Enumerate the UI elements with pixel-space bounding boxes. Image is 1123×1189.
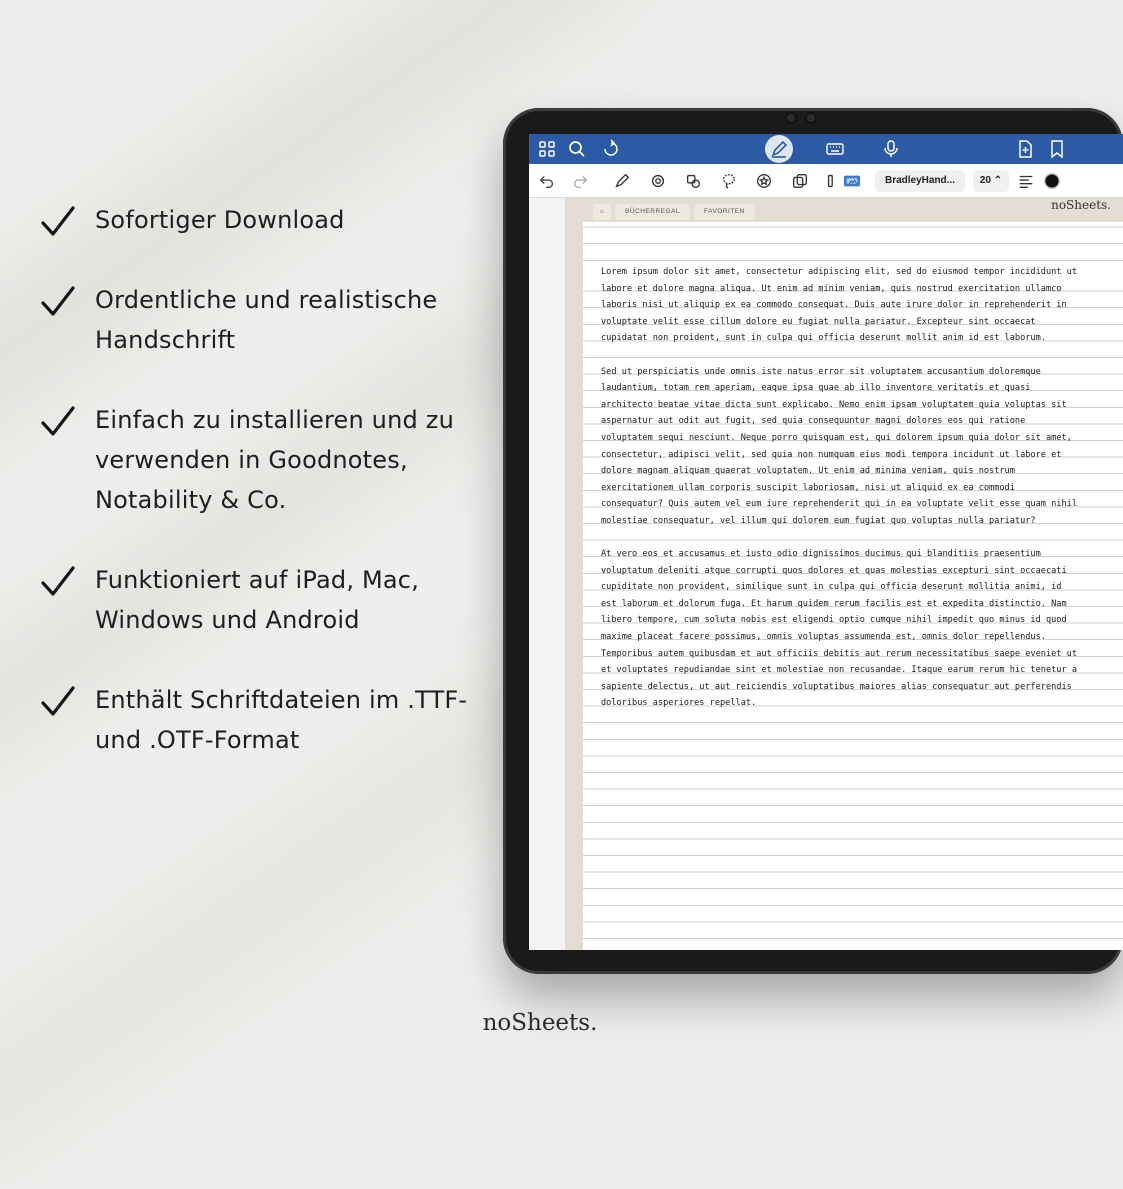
font-size-value: 20 bbox=[979, 175, 991, 186]
home-icon: ⌂ bbox=[599, 208, 605, 215]
camera-icon bbox=[805, 112, 817, 124]
tab-favoriten[interactable]: FAVORITEN bbox=[694, 204, 755, 220]
feature-text: Sofortiger Download bbox=[95, 206, 345, 234]
color-picker-icon[interactable] bbox=[1043, 172, 1061, 190]
grid-icon[interactable] bbox=[537, 139, 557, 159]
handwritten-paragraph: Lorem ipsum dolor sit amet, consectetur adipiscing elit, sed do eiusmod tempor incididunt ut labore et dolore magna aliqua. Ut enim ad minim veniam, quis nostrud exercitation ullamco laboris nisi ut aliquip ex ea commodo consequat. Duis aute irure dolor in reprehenderit in voluptate velit esse cillum dolore eu fugiat nulla pariatur. Excepteur sint occaecat cupidatat non proident, sunt in culpa qui officia deserunt mollit anim id est laborum. bbox=[601, 267, 1077, 344]
feature-item bbox=[40, 400, 470, 520]
checkmark-icon bbox=[40, 564, 76, 600]
microphone-icon[interactable] bbox=[881, 139, 901, 159]
tablet-screen bbox=[529, 134, 1123, 950]
camera-icon bbox=[785, 112, 797, 124]
app-top-bar bbox=[529, 134, 1123, 164]
lasso-icon[interactable] bbox=[720, 172, 738, 190]
font-name-selector[interactable]: BradleyHand... bbox=[875, 170, 965, 192]
tablet-device bbox=[503, 108, 1123, 974]
bookmark-icon[interactable] bbox=[1047, 139, 1067, 159]
drawing-toolbar bbox=[529, 164, 1123, 198]
left-sidebar bbox=[529, 198, 565, 950]
feature-item bbox=[40, 560, 470, 640]
home-tab[interactable] bbox=[593, 204, 611, 220]
handwritten-paragraph: At vero eos et accusamus et iusto odio dignissimos ducimus qui blanditiis praesentium voluptatum deleniti atque corrupti quos dolores et quas molestias excepturi sint occaecati cupiditate non provident, similique sunt in culpa qui officia deserunt mollitia animi, id est laborum et dolorum fuga. Et harum quidem rerum facilis est et expedita distinctio. Nam libero tempore, cum soluta nobis est eligendi optio cumque nihil impedit quo minus id quod maxime placeat facere possimus, omnis voluptas assumenda est, omnis dolor repellendus. Temporibus autem quibusdam et aut officiis debitis aut rerum necessitatibus saepe eveniet ut et voluptates repudiandae sint et molestiae non recusandae. Itaque earum rerum hic tenetur a sapiente delectus, ut aut reiciendis voluptatibus maiores alias consequatur aut perferendis doloribus asperiores repellat. bbox=[601, 549, 1077, 709]
shapes-icon[interactable] bbox=[791, 172, 809, 190]
feature-text: Funktioniert auf iPad, Mac, Windows und Android bbox=[95, 566, 420, 634]
brand-logo: noSheets. bbox=[482, 1010, 598, 1036]
pencil-icon[interactable] bbox=[613, 172, 631, 190]
undo-icon[interactable] bbox=[538, 172, 556, 190]
handwritten-paragraph: Sed ut perspiciatis unde omnis iste natus error sit voluptatem accusantium doloremque laudantium, totam rem aperiam, eaque ipsa quae ab illo inventore veritatis et quasi architecto beatae vitae dicta sunt explicabo. Nemo enim ipsam voluptatem quia voluptas sit aspernatur aut odit aut fugit, sed quia consequuntur magni dolores eos qui ratione voluptatem sequi nesciunt. Neque porro quisquam est, qui dolorem ipsum quia dolor sit amet, consectetur, adipisci velit, sed quia non numquam eius modi tempora incidunt ut labore et dolore magnam aliquam quaerat voluptatem. Ut enim ad minima veniam, quis nostrum exercitationem ullam corporis suscipit laboriosam, nisi ut aliquid ex ea commodi consequatur? Quis autem vel eum iure reprehenderit qui in ea voluptate velit esse quam nihil molestiae consequatur, vel illum qui dolorem eum fugiat quo voluptas nulla pariatur? bbox=[601, 366, 1077, 526]
font-size-stepper[interactable] bbox=[973, 170, 1009, 192]
checkmark-icon bbox=[40, 404, 76, 440]
sticker-icon[interactable] bbox=[755, 172, 773, 190]
feature-item bbox=[40, 200, 470, 240]
feature-item bbox=[40, 280, 470, 360]
text-tool-icon[interactable] bbox=[843, 172, 861, 190]
notebook-tabs bbox=[593, 204, 755, 220]
feature-text: Enthält Schriftdateien im .TTF- und .OTF-Format bbox=[95, 686, 468, 754]
image-icon[interactable] bbox=[825, 172, 843, 190]
checkmark-icon bbox=[40, 204, 76, 240]
feature-text: Einfach zu installieren und zu verwenden in Goodnotes, Notability & Co. bbox=[95, 406, 454, 514]
pen-icon[interactable] bbox=[769, 139, 789, 159]
highlighter-icon[interactable] bbox=[684, 172, 702, 190]
planner-brand-logo: noSheets. bbox=[1051, 198, 1111, 212]
redo-icon[interactable] bbox=[571, 172, 589, 190]
tab-buecherregal[interactable]: BÜCHERREGAL bbox=[615, 204, 690, 220]
align-left-icon[interactable] bbox=[1017, 172, 1035, 190]
feature-text: Ordentliche und realistische Handschrift bbox=[95, 286, 438, 354]
share-icon[interactable] bbox=[601, 139, 621, 159]
camera-array bbox=[785, 112, 817, 124]
eraser-icon[interactable] bbox=[649, 172, 667, 190]
feature-list bbox=[40, 200, 470, 800]
new-page-icon[interactable] bbox=[1015, 139, 1035, 159]
notebook-page[interactable] bbox=[583, 222, 1123, 950]
feature-item bbox=[40, 680, 470, 760]
checkmark-icon bbox=[40, 284, 76, 320]
search-icon[interactable] bbox=[567, 139, 587, 159]
checkmark-icon bbox=[40, 684, 76, 720]
stepper-arrows-icon: ⌃ bbox=[990, 175, 1003, 186]
keyboard-icon[interactable] bbox=[825, 139, 845, 159]
